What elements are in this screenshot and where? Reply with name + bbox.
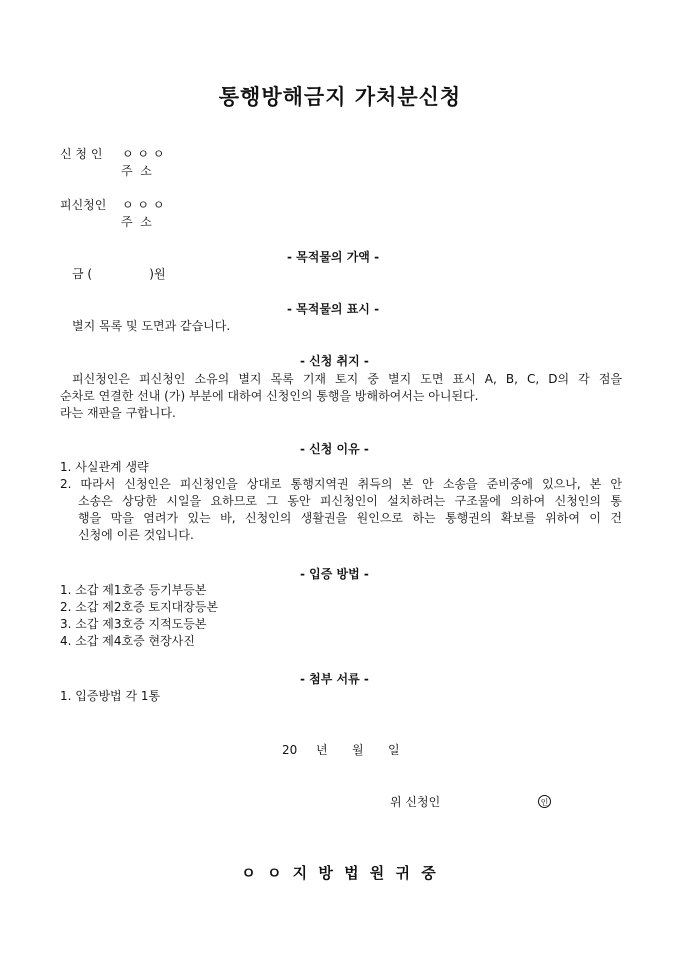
- date-month: 월: [352, 743, 364, 757]
- object-heading: - 목적물의 표시 -: [287, 302, 380, 316]
- date-year: 년: [316, 743, 328, 757]
- document-title: 통행방해금지 가처분신청: [218, 84, 462, 109]
- attachment-item-1: 1. 입증방법 각 1통: [60, 689, 161, 703]
- respondent-name: ㅇ ㅇ ㅇ: [122, 198, 165, 212]
- purpose-heading: - 신청 취지 -: [300, 354, 369, 368]
- evidence-item: 1. 소갑 제1호증 등기부등본: [60, 583, 207, 597]
- date-year-prefix: 20: [282, 743, 298, 757]
- purpose-line-3: 라는 재판을 구합니다.: [60, 406, 176, 420]
- respondent-label: 피신청인: [60, 198, 107, 212]
- signature-label: 위 신청인: [390, 795, 441, 809]
- evidence-item: 3. 소갑 제3호증 지적도등본: [60, 617, 207, 631]
- purpose-line-2: 순차로 연결한 선내 (가) 부분에 대하여 신청인의 통행을 방해하여서는 아니된다.: [60, 389, 479, 403]
- evidence-heading: - 입증 방법 -: [300, 567, 369, 581]
- value-heading: - 목적물의 가액 -: [287, 250, 380, 264]
- reason-heading: - 신청 이유 -: [300, 442, 369, 456]
- attachment-heading: - 첨부 서류 -: [300, 672, 369, 686]
- reason-item-1: 1. 사실관계 생략: [60, 460, 149, 474]
- object-text: 별지 목록 및 도면과 같습니다.: [72, 319, 231, 333]
- seal-mark: 인: [538, 795, 551, 808]
- applicant-label: 신 청 인: [60, 147, 103, 161]
- value-text: 금 ( )원: [72, 267, 166, 281]
- respondent-address-label: 주 소: [121, 215, 152, 229]
- reason-item-2-line-4: 신청에 이른 것입니다.: [78, 528, 194, 542]
- applicant-address-label: 주 소: [121, 164, 152, 178]
- purpose-line-1: 피신청인은 피신청인 소유의 별지 목록 기재 토지 중 별지 도면 표시 A, B, C, D의 각 점을: [72, 372, 622, 386]
- evidence-item: 4. 소갑 제4호증 현장사진: [60, 634, 195, 648]
- reason-item-2-line-1: 2. 따라서 신청인은 피신청인을 상대로 통행지역권 취득의 본 안 소송을 준비중에 있으나, 본 안: [60, 477, 622, 491]
- evidence-item: 2. 소갑 제2호증 토지대장등본: [60, 600, 219, 614]
- applicant-name: ㅇ ㅇ ㅇ: [122, 147, 165, 161]
- court-addressee: ㅇ ㅇ 지 방 법 원 귀 중: [241, 864, 439, 882]
- date-day: 일: [388, 743, 400, 757]
- reason-item-2-line-3: 행을 막을 염려가 있는 바, 신청인의 생활권을 원인으로 하는 통행권의 확보를 위하여 이 건: [78, 511, 622, 525]
- reason-item-2-line-2: 소송은 상당한 시일을 요하므로 그 동안 피신청인이 설치하려는 구조물에 의하여 신청인의 통: [78, 494, 622, 508]
